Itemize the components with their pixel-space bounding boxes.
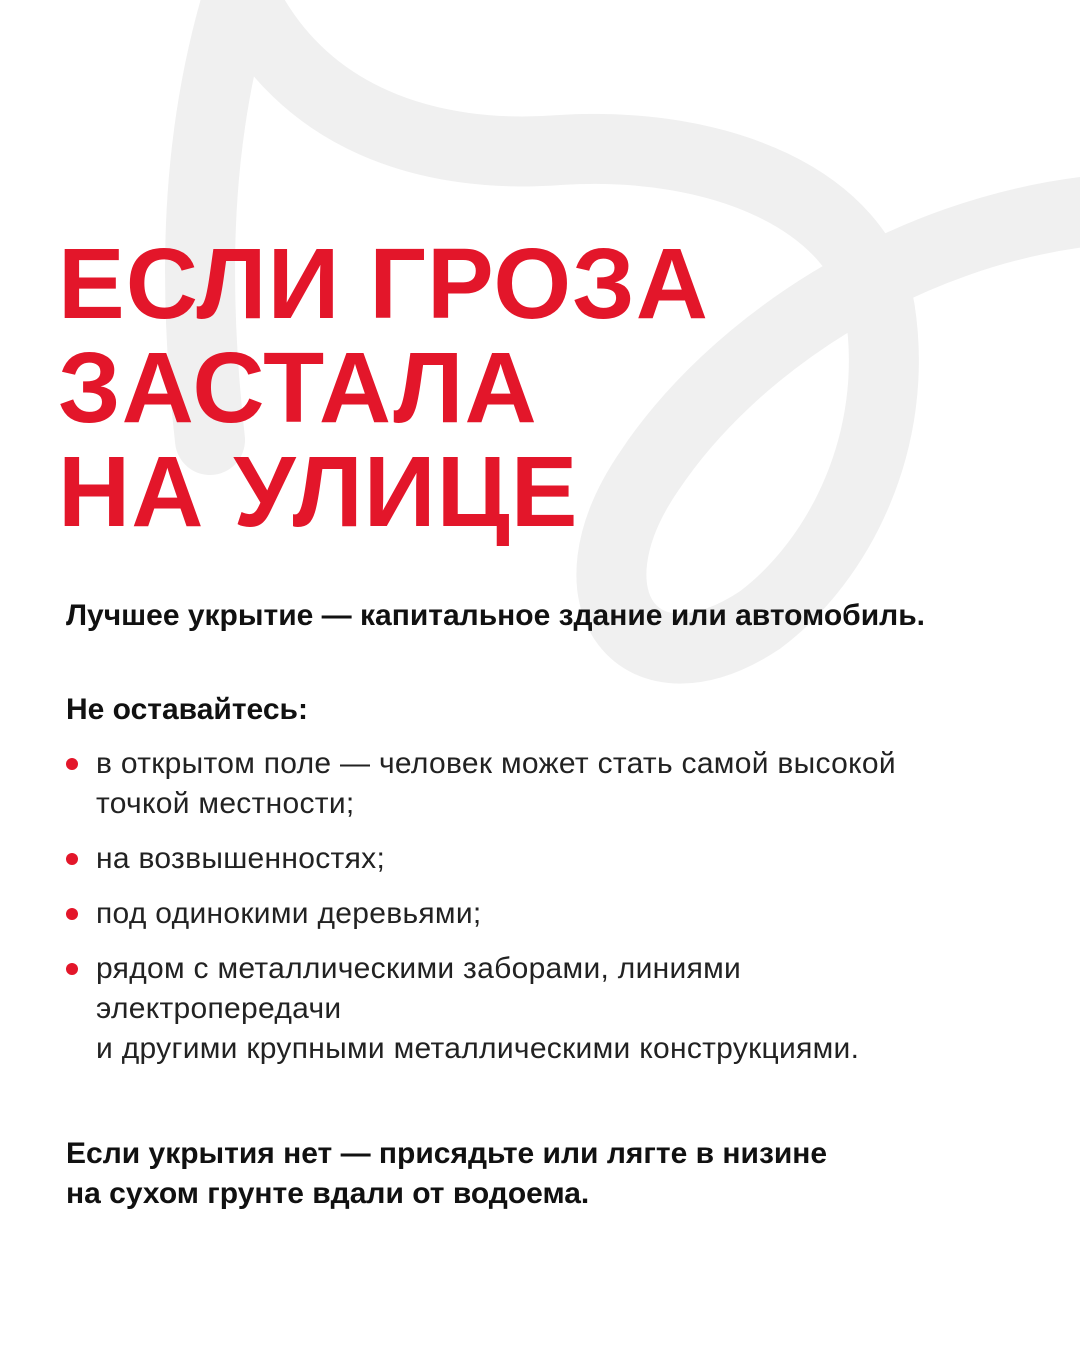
list-item	[66, 744, 1026, 824]
headline	[58, 228, 709, 548]
list-item	[66, 839, 1026, 879]
bullet-dot-icon	[66, 758, 78, 770]
bullet-dot-icon	[66, 908, 78, 920]
lead-text: Лучшее укрытие — капитальное здание или автомобиль.	[66, 599, 925, 632]
list-title: Не оставайтесь:	[66, 693, 308, 726]
headline-line-2: ЗАСТАЛА	[58, 332, 538, 444]
headline-line-3: НА УЛИЦЕ	[58, 436, 579, 548]
list-item-text: рядом с металлическими заборами, линиями электропередачи и другими крупными металлическими конструкциями.	[96, 952, 860, 1065]
headline-line-1: ЕСЛИ ГРОЗА	[58, 228, 709, 340]
bullet-list	[66, 744, 1026, 1084]
list-item	[66, 894, 1026, 934]
bullet-dot-icon	[66, 963, 78, 975]
list-item-text: под одинокими деревьями;	[96, 897, 482, 930]
list-item-text: на возвышенностях;	[96, 842, 386, 875]
bullet-dot-icon	[66, 853, 78, 865]
final-advice: Если укрытия нет — присядьте или лягте в низине на сухом грунте вдали от водоема.	[66, 1137, 828, 1210]
list-item	[66, 949, 1026, 1069]
list-item-text: в открытом поле — человек может стать самой высокой точкой местности;	[96, 747, 896, 820]
